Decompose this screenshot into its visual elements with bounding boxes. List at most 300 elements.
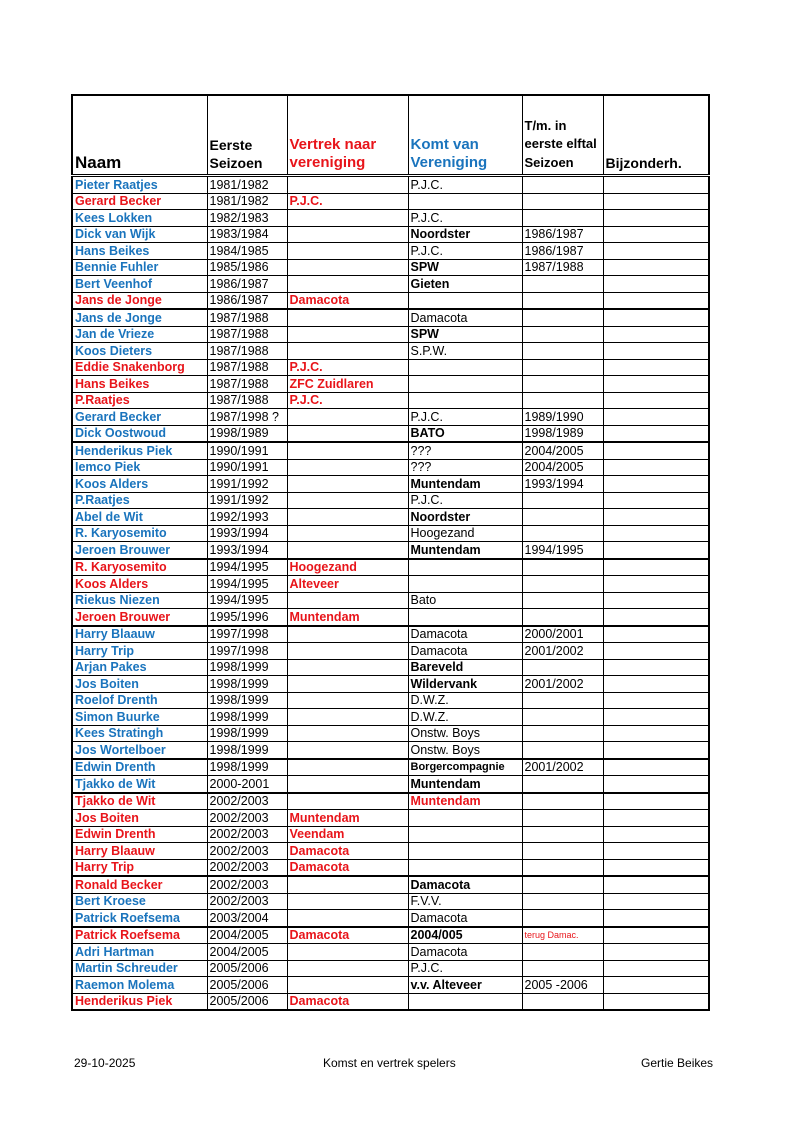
player-name: Iemco Piek	[72, 459, 207, 476]
table-row	[72, 559, 709, 576]
first-team-until	[522, 359, 603, 376]
player-name: Jeroen Brouwer	[72, 542, 207, 559]
player-name: Hans Beikes	[72, 376, 207, 393]
first-season: 1997/1998	[207, 643, 287, 660]
first-season: 2002/2003	[207, 810, 287, 827]
first-team-until	[522, 309, 603, 326]
footer-title: Komst en vertrek spelers	[323, 1056, 456, 1070]
player-name: Hans Beikes	[72, 243, 207, 260]
table-row	[72, 759, 709, 776]
first-season: 2002/2003	[207, 876, 287, 893]
comes-from: Muntendam	[408, 476, 522, 493]
first-season: 2002/2003	[207, 826, 287, 843]
table-body	[72, 176, 709, 1011]
departs-to: Damacota	[287, 859, 408, 876]
remarks	[603, 343, 709, 360]
departs-to	[287, 643, 408, 660]
comes-from: Muntendam	[408, 776, 522, 793]
remarks	[603, 676, 709, 693]
comes-from: Onstw. Boys	[408, 725, 522, 742]
table-row	[72, 210, 709, 227]
comes-from: Onstw. Boys	[408, 742, 522, 759]
remarks	[603, 576, 709, 593]
first-team-until	[522, 776, 603, 793]
departs-to: ZFC Zuidlaren	[287, 376, 408, 393]
table-row	[72, 442, 709, 459]
departs-to	[287, 759, 408, 776]
first-season: 1981/1982	[207, 176, 287, 194]
first-season: 1998/1999	[207, 725, 287, 742]
comes-from: SPW	[408, 259, 522, 276]
table-row	[72, 643, 709, 660]
first-season: 2005/2006	[207, 960, 287, 977]
table-row	[72, 276, 709, 293]
remarks	[603, 476, 709, 493]
first-season: 1990/1991	[207, 442, 287, 459]
comes-from: Bato	[408, 592, 522, 609]
first-team-until: 1986/1987	[522, 226, 603, 243]
footer-date: 29-10-2025	[74, 1056, 136, 1070]
comes-from: ???	[408, 459, 522, 476]
comes-from: Noordster	[408, 226, 522, 243]
remarks	[603, 876, 709, 893]
departs-to	[287, 709, 408, 726]
departs-to	[287, 525, 408, 542]
remarks	[603, 776, 709, 793]
player-name: Dick Oostwoud	[72, 425, 207, 442]
player-name: Martin Schreuder	[72, 960, 207, 977]
table-row	[72, 409, 709, 426]
departs-to: Alteveer	[287, 576, 408, 593]
departs-to: Damacota	[287, 292, 408, 309]
remarks	[603, 492, 709, 509]
remarks	[603, 742, 709, 759]
first-team-until	[522, 592, 603, 609]
player-name: Dick van Wijk	[72, 226, 207, 243]
comes-from: Wildervank	[408, 676, 522, 693]
first-season: 2000-2001	[207, 776, 287, 793]
first-team-until	[522, 810, 603, 827]
remarks	[603, 659, 709, 676]
remarks	[603, 193, 709, 210]
comes-from	[408, 359, 522, 376]
comes-from: 2004/005	[408, 927, 522, 944]
comes-from: P.J.C.	[408, 960, 522, 977]
departs-to	[287, 592, 408, 609]
header-vertrek-naar: Vertrek naar vereniging	[287, 95, 408, 176]
player-name: R. Karyosemito	[72, 559, 207, 576]
first-team-until: 2000/2001	[522, 626, 603, 643]
remarks	[603, 944, 709, 961]
departs-to	[287, 276, 408, 293]
remarks	[603, 559, 709, 576]
comes-from: Damacota	[408, 643, 522, 660]
remarks	[603, 210, 709, 227]
comes-from	[408, 609, 522, 626]
player-name: Bert Veenhof	[72, 276, 207, 293]
first-season: 1987/1988	[207, 392, 287, 409]
remarks	[603, 692, 709, 709]
first-season: 1994/1995	[207, 576, 287, 593]
table-row	[72, 776, 709, 793]
remarks	[603, 709, 709, 726]
player-name: Raemon Molema	[72, 977, 207, 994]
table-row	[72, 927, 709, 944]
remarks	[603, 409, 709, 426]
first-team-until: 1994/1995	[522, 542, 603, 559]
player-name: R. Karyosemito	[72, 525, 207, 542]
player-name: Kees Stratingh	[72, 725, 207, 742]
departs-to	[287, 492, 408, 509]
first-season: 1998/1999	[207, 659, 287, 676]
player-name: Bennie Fuhler	[72, 259, 207, 276]
first-season: 1990/1991	[207, 459, 287, 476]
first-team-until	[522, 525, 603, 542]
table-row	[72, 676, 709, 693]
player-name: Adri Hartman	[72, 944, 207, 961]
first-team-until	[522, 742, 603, 759]
departs-to	[287, 259, 408, 276]
remarks	[603, 893, 709, 910]
departs-to	[287, 243, 408, 260]
first-season: 2005/2006	[207, 977, 287, 994]
first-team-until	[522, 944, 603, 961]
remarks	[603, 259, 709, 276]
player-name: Simon Buurke	[72, 709, 207, 726]
remarks	[603, 810, 709, 827]
table-row	[72, 509, 709, 526]
player-name: Tjakko de Wit	[72, 776, 207, 793]
table-row	[72, 492, 709, 509]
first-season: 1984/1985	[207, 243, 287, 260]
remarks	[603, 793, 709, 810]
table-row	[72, 742, 709, 759]
remarks	[603, 176, 709, 194]
comes-from: Noordster	[408, 509, 522, 526]
remarks	[603, 525, 709, 542]
table-row	[72, 843, 709, 860]
table-row	[72, 226, 709, 243]
first-season: 2003/2004	[207, 910, 287, 927]
first-team-until	[522, 193, 603, 210]
first-team-until	[522, 276, 603, 293]
player-name: Pieter Raatjes	[72, 176, 207, 194]
departs-to: Damacota	[287, 993, 408, 1010]
player-name: Kees Lokken	[72, 210, 207, 227]
departs-to	[287, 776, 408, 793]
first-team-until	[522, 692, 603, 709]
departs-to	[287, 210, 408, 227]
first-team-until	[522, 176, 603, 194]
comes-from: F.V.V.	[408, 893, 522, 910]
player-name: Roelof Drenth	[72, 692, 207, 709]
first-team-until	[522, 210, 603, 227]
player-name: P.Raatjes	[72, 392, 207, 409]
player-name: Gerard Becker	[72, 193, 207, 210]
first-team-until: 2004/2005	[522, 459, 603, 476]
player-name: Jans de Jonge	[72, 292, 207, 309]
comes-from: D.W.Z.	[408, 692, 522, 709]
first-season: 1987/1998 ?	[207, 409, 287, 426]
remarks	[603, 359, 709, 376]
remarks	[603, 459, 709, 476]
remarks	[603, 609, 709, 626]
departs-to: P.J.C.	[287, 193, 408, 210]
comes-from	[408, 193, 522, 210]
comes-from: Damacota	[408, 876, 522, 893]
table-row	[72, 609, 709, 626]
comes-from	[408, 376, 522, 393]
departs-to	[287, 793, 408, 810]
first-season: 1991/1992	[207, 492, 287, 509]
table-row	[72, 960, 709, 977]
departs-to: Hoogezand	[287, 559, 408, 576]
comes-from: Muntendam	[408, 793, 522, 810]
first-team-until	[522, 659, 603, 676]
remarks	[603, 442, 709, 459]
player-name: Jos Boiten	[72, 810, 207, 827]
remarks	[603, 243, 709, 260]
table-row	[72, 692, 709, 709]
player-name: P.Raatjes	[72, 492, 207, 509]
table-row	[72, 793, 709, 810]
departs-to	[287, 725, 408, 742]
comes-from: SPW	[408, 326, 522, 343]
departs-to: Damacota	[287, 927, 408, 944]
header-tm-eerste-elftal: T/m. in eerste elftal Seizoen	[522, 95, 603, 176]
first-team-until	[522, 509, 603, 526]
departs-to	[287, 944, 408, 961]
remarks	[603, 392, 709, 409]
first-season: 1998/1999	[207, 759, 287, 776]
table-row	[72, 977, 709, 994]
player-name: Edwin Drenth	[72, 826, 207, 843]
comes-from	[408, 392, 522, 409]
first-team-until	[522, 343, 603, 360]
first-team-until	[522, 910, 603, 927]
first-team-until	[522, 492, 603, 509]
table-row	[72, 993, 709, 1010]
player-name: Koos Alders	[72, 576, 207, 593]
first-team-until	[522, 292, 603, 309]
first-team-until	[522, 843, 603, 860]
departs-to	[287, 542, 408, 559]
departs-to	[287, 626, 408, 643]
first-team-until: 2001/2002	[522, 759, 603, 776]
remarks	[603, 376, 709, 393]
comes-from: Damacota	[408, 626, 522, 643]
remarks	[603, 859, 709, 876]
departs-to	[287, 893, 408, 910]
player-name: Jan de Vrieze	[72, 326, 207, 343]
first-team-until	[522, 392, 603, 409]
comes-from: S.P.W.	[408, 343, 522, 360]
departs-to	[287, 409, 408, 426]
first-season: 2002/2003	[207, 859, 287, 876]
table-row	[72, 525, 709, 542]
first-team-until	[522, 993, 603, 1010]
first-season: 1986/1987	[207, 292, 287, 309]
departs-to: Muntendam	[287, 609, 408, 626]
first-season: 1994/1995	[207, 559, 287, 576]
remarks	[603, 542, 709, 559]
header-bijzonderheden: Bijzonderh.	[603, 95, 709, 176]
departs-to: Muntendam	[287, 810, 408, 827]
first-season: 1986/1987	[207, 276, 287, 293]
first-team-until: 1986/1987	[522, 243, 603, 260]
remarks	[603, 910, 709, 927]
first-season: 1985/1986	[207, 259, 287, 276]
first-team-until: terug Damac.	[522, 927, 603, 944]
player-name: Koos Alders	[72, 476, 207, 493]
footer-author: Gertie Beikes	[641, 1056, 714, 1070]
table-row	[72, 944, 709, 961]
table-row	[72, 176, 709, 194]
comes-from: BATO	[408, 425, 522, 442]
table-row	[72, 576, 709, 593]
comes-from: P.J.C.	[408, 409, 522, 426]
departs-to: Veendam	[287, 826, 408, 843]
header-row	[72, 95, 709, 176]
departs-to	[287, 425, 408, 442]
comes-from: P.J.C.	[408, 492, 522, 509]
player-name: Henderikus Piek	[72, 442, 207, 459]
remarks	[603, 509, 709, 526]
remarks	[603, 425, 709, 442]
first-season: 1997/1998	[207, 626, 287, 643]
comes-from	[408, 559, 522, 576]
player-name: Koos Dieters	[72, 343, 207, 360]
table-row	[72, 893, 709, 910]
departs-to	[287, 326, 408, 343]
first-season: 1993/1994	[207, 542, 287, 559]
first-team-until: 1993/1994	[522, 476, 603, 493]
table-row	[72, 659, 709, 676]
table-row	[72, 376, 709, 393]
first-team-until	[522, 876, 603, 893]
comes-from: v.v. Alteveer	[408, 977, 522, 994]
departs-to	[287, 910, 408, 927]
remarks	[603, 326, 709, 343]
first-team-until	[522, 725, 603, 742]
departs-to	[287, 960, 408, 977]
comes-from: Borgercompagnie	[408, 759, 522, 776]
first-team-until: 1998/1989	[522, 425, 603, 442]
first-season: 1987/1988	[207, 309, 287, 326]
first-season: 1983/1984	[207, 226, 287, 243]
comes-from	[408, 843, 522, 860]
comes-from	[408, 576, 522, 593]
first-season: 1998/1999	[207, 676, 287, 693]
first-season: 1998/1999	[207, 709, 287, 726]
table-row	[72, 243, 709, 260]
player-name: Harry Blaauw	[72, 843, 207, 860]
departs-to	[287, 442, 408, 459]
comes-from: ???	[408, 442, 522, 459]
comes-from	[408, 292, 522, 309]
first-team-until	[522, 559, 603, 576]
departs-to	[287, 459, 408, 476]
player-name: Jos Wortelboer	[72, 742, 207, 759]
table-row	[72, 326, 709, 343]
remarks	[603, 960, 709, 977]
player-name: Jos Boiten	[72, 676, 207, 693]
player-name: Jeroen Brouwer	[72, 609, 207, 626]
first-team-until	[522, 376, 603, 393]
remarks	[603, 759, 709, 776]
departs-to	[287, 309, 408, 326]
remarks	[603, 309, 709, 326]
table-row	[72, 476, 709, 493]
comes-from: Damacota	[408, 910, 522, 927]
table-row	[72, 193, 709, 210]
first-season: 1987/1988	[207, 359, 287, 376]
first-team-until	[522, 576, 603, 593]
remarks	[603, 843, 709, 860]
player-name: Riekus Niezen	[72, 592, 207, 609]
remarks	[603, 276, 709, 293]
first-season: 1993/1994	[207, 525, 287, 542]
player-name: Patrick Roefsema	[72, 927, 207, 944]
first-season: 2004/2005	[207, 944, 287, 961]
table-row	[72, 392, 709, 409]
first-season: 1982/1983	[207, 210, 287, 227]
first-team-until: 1987/1988	[522, 259, 603, 276]
departs-to: P.J.C.	[287, 392, 408, 409]
departs-to: P.J.C.	[287, 359, 408, 376]
comes-from	[408, 993, 522, 1010]
first-team-until: 2005 -2006	[522, 977, 603, 994]
departs-to	[287, 876, 408, 893]
comes-from: Bareveld	[408, 659, 522, 676]
first-season: 2002/2003	[207, 893, 287, 910]
first-team-until: 2001/2002	[522, 676, 603, 693]
departs-to	[287, 977, 408, 994]
player-name: Harry Trip	[72, 643, 207, 660]
comes-from: Damacota	[408, 309, 522, 326]
first-team-until	[522, 893, 603, 910]
first-season: 1995/1996	[207, 609, 287, 626]
table-row	[72, 359, 709, 376]
table-row	[72, 343, 709, 360]
remarks	[603, 977, 709, 994]
first-team-until	[522, 709, 603, 726]
remarks	[603, 826, 709, 843]
player-name: Harry Trip	[72, 859, 207, 876]
comes-from: P.J.C.	[408, 210, 522, 227]
header-naam: Naam	[72, 95, 207, 176]
comes-from	[408, 826, 522, 843]
table-row	[72, 309, 709, 326]
first-season: 1987/1988	[207, 376, 287, 393]
departs-to	[287, 676, 408, 693]
first-season: 1994/1995	[207, 592, 287, 609]
table-row	[72, 459, 709, 476]
table-row	[72, 910, 709, 927]
table-row	[72, 542, 709, 559]
player-name: Bert Kroese	[72, 893, 207, 910]
table-row	[72, 259, 709, 276]
comes-from: Gieten	[408, 276, 522, 293]
first-team-until	[522, 960, 603, 977]
departs-to	[287, 226, 408, 243]
first-season: 1998/1999	[207, 692, 287, 709]
player-name: Ronald Becker	[72, 876, 207, 893]
first-season: 1992/1993	[207, 509, 287, 526]
departs-to	[287, 509, 408, 526]
comes-from	[408, 859, 522, 876]
table-row	[72, 810, 709, 827]
